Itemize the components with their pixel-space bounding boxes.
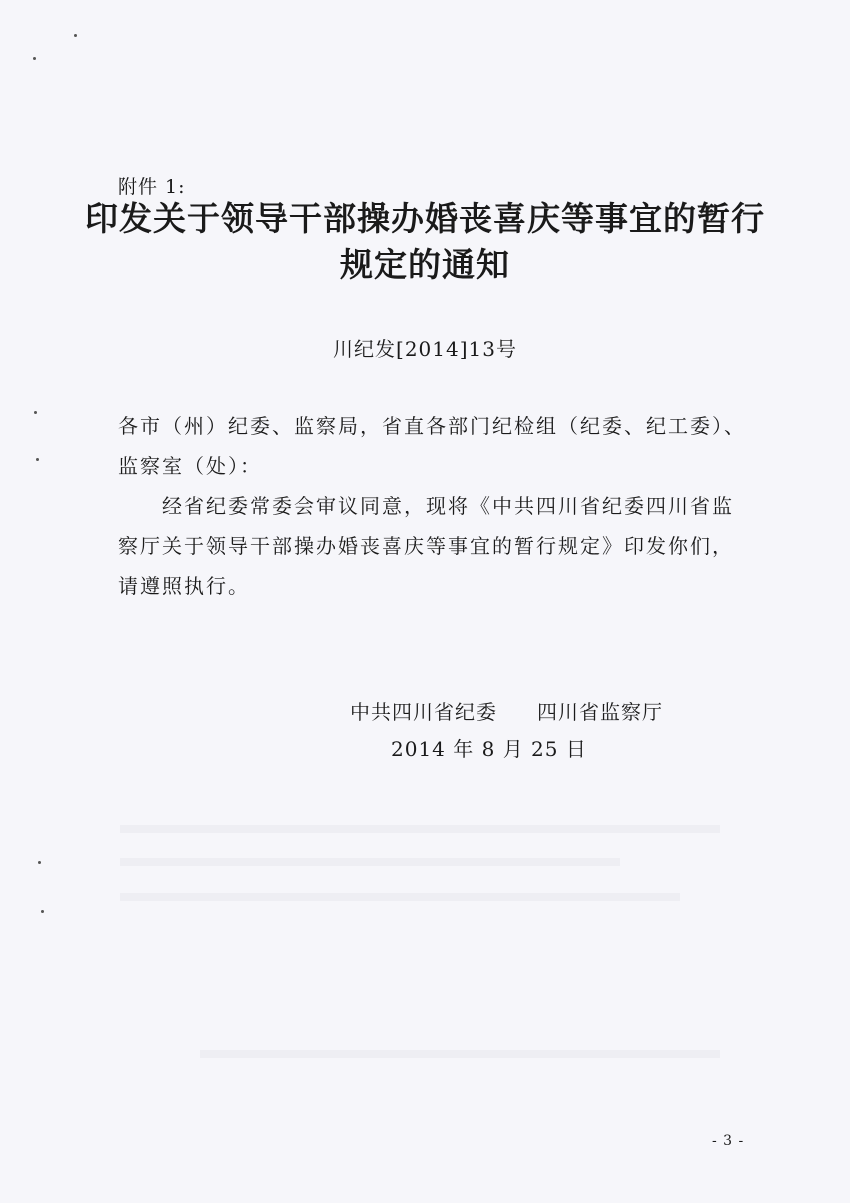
scan-speck: [36, 458, 39, 461]
scan-speck: [74, 34, 77, 37]
bleed-through-line: [200, 1050, 720, 1058]
attachment-label: 附件 1:: [118, 176, 186, 198]
scan-speck: [34, 411, 37, 414]
signatory-2: 四川省监察厅: [537, 700, 663, 724]
bleed-through-line: [120, 858, 620, 866]
scan-speck: [33, 57, 36, 60]
title-line-2: 规定的通知: [340, 245, 510, 284]
addressee-line-2: 监察室（处）：: [118, 454, 262, 478]
scan-speck: [38, 861, 41, 864]
signatories: [350, 690, 663, 734]
body-line-3: 请遵照执行。: [118, 574, 250, 598]
issue-date: 2014 年 8 月 25 日: [391, 737, 587, 761]
signatory-1: 中共四川省纪委: [350, 700, 497, 724]
document-number: 川纪发[2014]13号: [333, 337, 517, 361]
scan-speck: [41, 910, 44, 913]
bleed-through-line: [120, 893, 680, 901]
title-line-1: 印发关于领导干部操办婚丧喜庆等事宜的暂行: [85, 199, 765, 238]
body-line-2: 察厅关于领导干部操办婚丧喜庆等事宜的暂行规定》印发你们，: [118, 534, 734, 558]
document-body: [118, 406, 758, 606]
bleed-through-line: [120, 825, 720, 833]
body-line-1: 经省纪委常委会审议同意，现将《中共四川省纪委四川省监: [162, 494, 734, 518]
page-number: - 3 -: [712, 1133, 745, 1149]
document-title: [80, 196, 770, 288]
addressee-line-1: 各市（州）纪委、监察局，省直各部门纪检组（纪委、纪工委）、: [118, 414, 746, 438]
